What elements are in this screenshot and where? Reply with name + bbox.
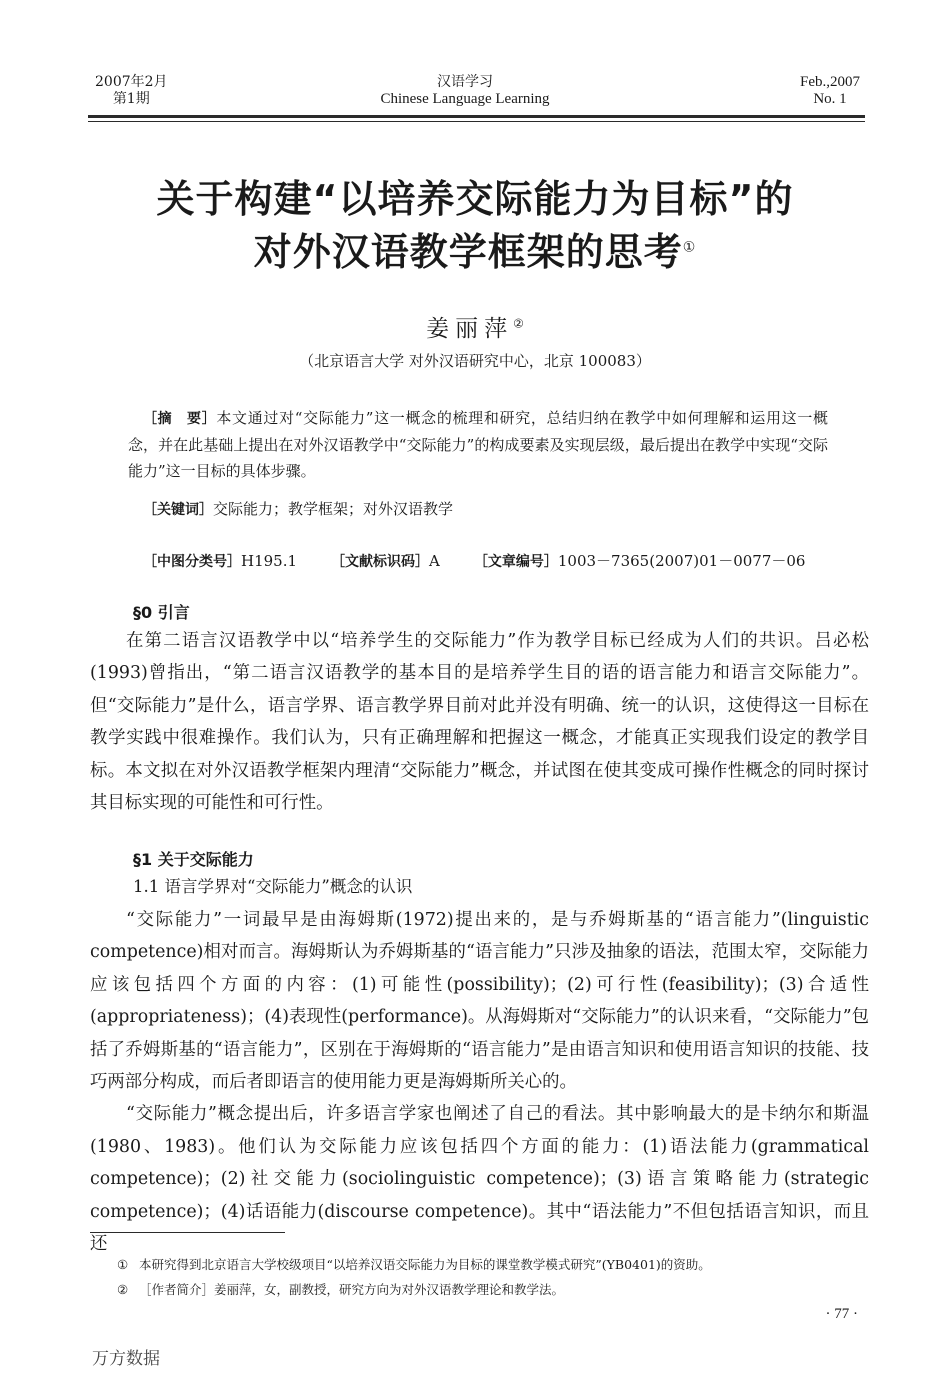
- clc-value: H195.1: [241, 552, 298, 570]
- title-line-2-text: 对外汉语教学框架的思考: [253, 230, 683, 274]
- footnote-2: [117, 1277, 857, 1302]
- footnote-1: [117, 1252, 857, 1277]
- section-1-body: [90, 904, 869, 1260]
- page-number: · 77 ·: [825, 1306, 858, 1322]
- author-affiliation: （北京语言大学 对外汉语研究中心，北京 100083）: [299, 352, 651, 370]
- title-footnote-mark: ①: [682, 239, 697, 256]
- section-1-paragraph-2: “交际能力”概念提出后，许多语言学家也阐述了自己的看法。其中影响最大的是卡纳尔和斯温(1980、1983)。他们认为交际能力应该包括四个方面的能力：(1)语法能力(grammatical competence)；(2)社交能力(sociolinguistic competence)；(3)语言策略能力(strategic competence)；(4)话语能力(discourse competence)。其中“语法能力”不但包括语言知识，而且还: [90, 1104, 869, 1255]
- author-footnote-mark: ②: [513, 316, 524, 331]
- clc-label: ［中图分类号］: [143, 554, 241, 570]
- header-journal: [300, 74, 630, 108]
- section-0-heading: §0 引言: [133, 603, 190, 622]
- footnote-1-mark: ①: [117, 1257, 129, 1272]
- keywords: [143, 498, 833, 521]
- footnotes: [117, 1252, 857, 1302]
- footnote-2-text: ［作者简介］姜丽萍，女，副教授，研究方向为对外汉语教学理论和教学法。: [139, 1282, 565, 1297]
- header-date-cn: 2007年2月: [95, 74, 168, 90]
- section-1-1-heading: 1.1 语言学界对“交际能力”概念的认识: [133, 877, 413, 896]
- header-rule-thick: [88, 115, 865, 118]
- classification-line: [143, 550, 843, 573]
- header-issue-en: No. 1: [813, 91, 847, 107]
- header-date-issue-cn: [95, 74, 168, 108]
- article-number-value: 1003－7365(2007)01－0077－06: [557, 552, 806, 570]
- header-journal-cn: 汉语学习: [437, 74, 493, 90]
- doc-code-label: ［文献标识码］: [331, 554, 430, 570]
- keywords-label: ［关键词］: [143, 502, 213, 518]
- title-line-1: 关于构建“以培养交际能力为目标”的: [156, 177, 794, 221]
- section-1-heading: §1 关于交际能力: [133, 850, 254, 869]
- doc-code-value: A: [429, 552, 440, 570]
- header-date-issue-en: [800, 74, 860, 108]
- header-journal-en: Chinese Language Learning: [380, 91, 550, 107]
- section-0-body: [90, 625, 869, 819]
- footnote-2-mark: ②: [117, 1282, 129, 1297]
- keywords-text: 交际能力；教学框架；对外汉语教学: [213, 500, 454, 518]
- section-0-paragraph: 在第二语言汉语教学中以“培养学生的交际能力”作为教学目标已经成为人们的共识。吕必松(1993)曾指出，“第二语言汉语教学的基本目的是培养学生目的语的语言能力和语言交际能力”。但“交际能力”是什么，语言学界、语言教学界目前对此并没有明确、统一的认识，这使得这一目标在教学实践中很难操作。我们认为，只有正确理解和把握这一概念，才能真正实现我们设定的教学目标。本文拟在对外汉语教学框架内理清“交际能力”概念，并试图在使其变成可操作性概念的同时探讨其目标实现的可能性和可行性。: [90, 631, 869, 814]
- abstract-label: ［摘 要］: [143, 411, 217, 427]
- header-date-en: Feb.,2007: [800, 74, 860, 90]
- watermark: 万方数据: [92, 1349, 160, 1369]
- title-line-2: [0, 221, 950, 276]
- footnote-rule: [90, 1232, 285, 1233]
- article-number-label: ［文章编号］: [473, 554, 558, 570]
- header-issue-cn: 第1期: [112, 91, 150, 107]
- author-name: 姜丽萍: [426, 316, 514, 342]
- abstract-text: 本文通过对“交际能力”这一概念的梳理和研究，总结归纳在教学中如何理解和运用这一概念，并在此基础上提出在对外汉语教学中“交际能力”的构成要素及实现层级，最后提出在教学中实现“交际能力”这一目标的具体步骤。: [128, 409, 829, 480]
- header-rule-thin: [88, 121, 865, 122]
- footnote-1-text: 本研究得到北京语言大学校级项目“以培养汉语交际能力为目标的课堂教学模式研究”(YB0401)的资助。: [139, 1257, 711, 1272]
- abstract: [128, 405, 828, 484]
- author: [0, 310, 950, 343]
- section-1-paragraph-1: “交际能力”一词最早是由海姆斯(1972)提出来的，是与乔姆斯基的“语言能力”(linguistic competence)相对而言。海姆斯认为乔姆斯基的“语言能力”只涉及抽象的语法，范围太窄，交际能力应该包括四个方面的内容：(1)可能性(possibility)；(2)可行性(feasibility)；(3)合适性(appropriateness)；(4)表现性(performance)。从海姆斯对“交际能力”的认识来看，“交际能力”包括了乔姆斯基的“语言能力”，区别在于海姆斯的“语言能力”是由语言知识和使用语言知识的技能、技巧两部分构成，而后者即语言的使用能力更是海姆斯所关心的。: [90, 910, 869, 1093]
